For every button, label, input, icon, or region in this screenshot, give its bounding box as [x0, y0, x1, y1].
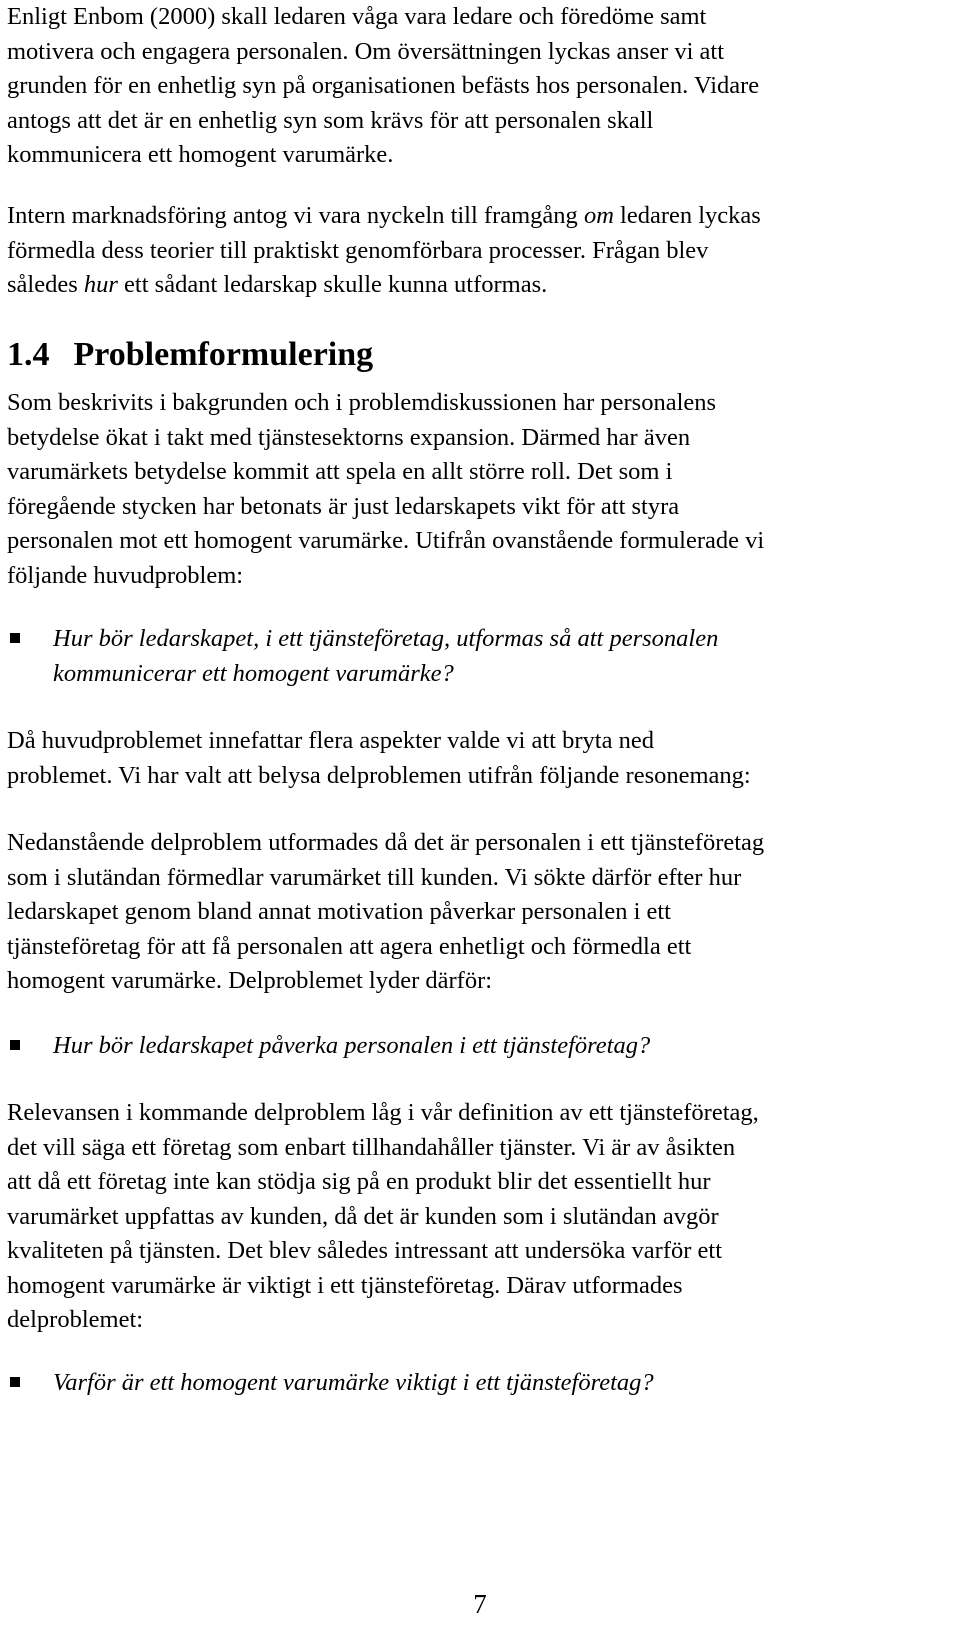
- text-line: [7, 268, 953, 303]
- text-line: det vill säga ett företag som enbart tillhandahåller tjänster. Vi är av åsikten: [7, 1133, 736, 1161]
- text-line: Nedanstående delproblem utformades då det är personalen i ett tjänsteföretag: [7, 829, 765, 856]
- heading-text: [7, 335, 953, 375]
- text-line: ledarskapet genom bland annat motivation påverkar personalen i ett: [7, 898, 671, 925]
- text-fragment: således: [7, 271, 84, 298]
- text-line: personalen mot ett homogent varumärke. Utifrån ovanstående formulerade vi: [7, 527, 765, 554]
- text-line: att då ett företag inte kan stödja sig på en produkt blir det essentiellt hur: [7, 1168, 711, 1195]
- bullet-main-problem: [7, 622, 953, 691]
- text-line: betydelse ökat i takt med tjänstesektorns expansion. Därmed har även: [7, 423, 691, 451]
- emphasis-om: om: [583, 202, 614, 229]
- paragraph-subproblem-two: [7, 1096, 953, 1338]
- text-line: antogs att det är en enhetlig syn som krävs för att personalen skall: [7, 106, 654, 134]
- text-fragment: Intern marknadsföring antog vi vara nyckeln till framgång: [7, 202, 584, 229]
- bullet-text: [53, 622, 953, 691]
- text-line: som i slutändan förmedlar varumärket till kunden. Vi sökte därför efter hur: [7, 863, 742, 891]
- text-line: motivera och engagera personalen. Om översättningen lyckas anser vi att: [7, 37, 725, 65]
- text-line: Hur bör ledarskapet, i ett tjänsteföretag, utformas så att personalen: [53, 625, 719, 652]
- text-line: varumärket uppfattas av kunden, då det är kunden som i slutändan avgör: [7, 1202, 719, 1230]
- text-line: förmedla dess teorier till praktiskt genomförbara processer. Frågan blev: [7, 236, 709, 264]
- square-bullet-icon: [10, 633, 20, 643]
- text-line: homogent varumärke är viktigt i ett tjänsteföretag. Därav utformades: [7, 1271, 683, 1299]
- paragraph-text: [7, 1096, 953, 1338]
- text-line: följande huvudproblem:: [7, 561, 244, 589]
- text-line: Enligt Enbom (2000) skall ledaren våga vara ledare och föredöme samt: [7, 3, 707, 30]
- paragraph-text: [7, 724, 953, 793]
- text-line: problemet. Vi har valt att belysa delproblemen utifrån följande resonemang:: [7, 761, 751, 789]
- paragraph-text: [7, 826, 953, 999]
- paragraph-text: [7, 386, 953, 593]
- text-fragment: ett sådant ledarskap skulle kunna utformas.: [117, 271, 548, 298]
- emphasis-hur: hur: [83, 271, 118, 298]
- section-title: Problemformulering: [73, 336, 374, 373]
- bullet-subproblem-two: [7, 1366, 953, 1401]
- bullet-subproblem-one: [7, 1029, 953, 1064]
- text-fragment: ledaren lyckas: [613, 202, 761, 229]
- square-bullet-icon: [10, 1040, 20, 1050]
- text-line: varumärkets betydelse kommit att spela en allt större roll. Det som i: [7, 458, 673, 485]
- page-number: 7: [473, 1589, 487, 1619]
- text-line: kvaliteten på tjänsten. Det blev således intressant att undersöka varför ett: [7, 1237, 723, 1264]
- text-line: Då huvudproblemet innefattar flera aspekter valde vi att bryta ned: [7, 727, 654, 754]
- text-line: kommunicerar ett homogent varumärke?: [53, 659, 454, 687]
- text-line: Varför är ett homogent varumärke viktigt i ett tjänsteföretag?: [53, 1369, 654, 1396]
- text-line: delproblemet:: [7, 1306, 144, 1333]
- paragraph-text: [7, 0, 953, 173]
- text-line: grunden för en enhetlig syn på organisationen befästs hos personalen. Vidare: [7, 72, 760, 99]
- section-heading: [7, 335, 953, 375]
- text-line: tjänsteföretag för att få personalen att agera enhetligt och förmedla ett: [7, 932, 692, 960]
- bullet-text: [53, 1366, 953, 1401]
- text-line: Hur bör ledarskapet påverka personalen i ett tjänsteföretag?: [53, 1032, 651, 1059]
- paragraph-text: [7, 199, 953, 303]
- paragraph-intern-marknadsforing: [7, 199, 953, 303]
- text-line: homogent varumärke. Delproblemet lyder därför:: [7, 967, 493, 994]
- text-line: [7, 199, 953, 234]
- section-number: 1.4: [7, 336, 50, 373]
- paragraph-subproblem-intro: [7, 724, 953, 793]
- paragraph-subproblem-one: [7, 826, 953, 999]
- bullet-text: [53, 1029, 953, 1064]
- paragraph-enbom: [7, 0, 953, 173]
- text-line: Relevansen i kommande delproblem låg i vår definition av ett tjänsteföretag,: [7, 1099, 759, 1126]
- paragraph-problem-background: [7, 386, 953, 593]
- text-line: kommunicera ett homogent varumärke.: [7, 141, 394, 168]
- text-line: Som beskrivits i bakgrunden och i problemdiskussionen har personalens: [7, 389, 717, 416]
- square-bullet-icon: [10, 1377, 20, 1387]
- text-line: föregående stycken har betonats är just ledarskapets vikt för att styra: [7, 492, 680, 520]
